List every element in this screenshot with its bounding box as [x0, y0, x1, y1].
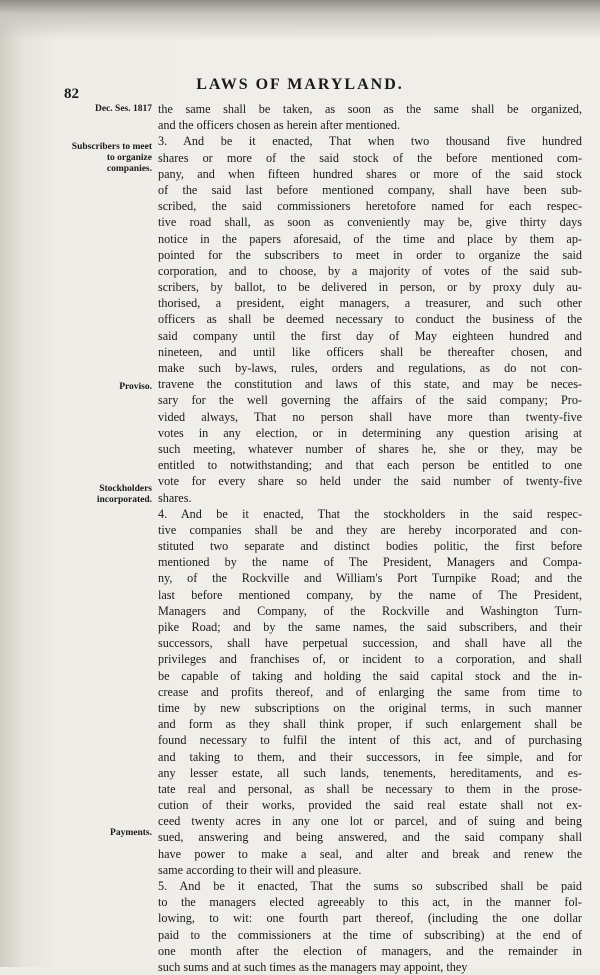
text-line: entitled to notwithstanding; and that each person be entitled to one	[158, 458, 582, 473]
text-line: travene the constitution and laws of this state, and may be neces-	[158, 377, 582, 392]
text-line: 3. And be it enacted, That when two thousand five hundred	[158, 134, 582, 149]
text-line: tate real and personal, as shall be necessary to them in the prose-	[158, 781, 582, 796]
text-line: any lesser estate, all such lands, tenements, hereditaments, and es-	[158, 765, 582, 780]
text-line: to the managers elected agreeably to this act, in the manner fol-	[158, 895, 582, 910]
text-line: and form as they shall think proper, if such enlargement shall be	[158, 717, 582, 732]
text-line: the same shall be taken, as soon as the same shall be organized,	[158, 102, 582, 116]
text-line: sary for the well governing the affairs of the said company; Pro-	[158, 393, 582, 408]
text-line: vided always, That no person shall have more than twenty-five	[158, 409, 582, 424]
text-line: crease and profits thereof, and of enlarging the same from time to	[158, 684, 582, 699]
text-line: paid to the commissioners at the time of subscribing) at the end of	[158, 927, 582, 942]
text-line: pointed for the subscribers to meet in order to organize the said	[158, 247, 582, 262]
text-line: ceed twenty acres in any one lot or parcel, and of suing and being	[158, 814, 582, 829]
text-line: ny, of the Rockville and William's Port Turnpike Road; and the	[158, 571, 582, 586]
margin-note-subscribers: Subscribers to meet to organize companies.	[71, 142, 152, 174]
text-line: and taking to them, and their successors, in fee simple, and for	[158, 749, 582, 764]
text-line: notice in the papers aforesaid, of the time and place by them ap-	[158, 231, 582, 246]
text-line: mentioned by the name of The President, Managers and Compa-	[158, 555, 582, 570]
page-number: 82	[64, 86, 79, 102]
text-line: pany, and when fifteen hundred shares or more of the said stock	[158, 166, 582, 181]
text-line: pike Road; and by the same names, the said subscribers, and their	[158, 620, 582, 634]
text-line: successors, shall have perpetual succession, and shall have all the	[158, 636, 582, 651]
text-line: shares or more of the said stock of the before mentioned com-	[158, 150, 582, 165]
text-line: nineteen, and until like officers shall be thereafter chosen, and	[158, 344, 582, 359]
text-line: cution of their works, provided the said real estate shall not ex-	[158, 798, 582, 813]
text-line: one month after the election of managers, and the remainder in	[158, 943, 582, 958]
text-line: lowing, to wit: one fourth part thereof, (including the one dollar	[158, 911, 582, 926]
text-line: have power to make a seal, and alter and break and renew the	[158, 846, 582, 861]
text-line: same according to their will and pleasure.	[158, 862, 362, 877]
text-line: such meeting, whatever number of shares he, she or they, may be	[158, 441, 582, 456]
text-line: of the said last before mentioned company, shall have been sub-	[158, 182, 582, 197]
margin-note-payments: Payments.	[110, 828, 152, 838]
text-line: found necessary to fulfil the intent of this act, and of purchasing	[158, 733, 582, 748]
text-line: votes in any election, or in determining any question arising at	[158, 425, 582, 440]
text-line: tive road shall, as soon as conveniently may be, give thirty days	[158, 215, 582, 230]
text-line: such sums and at such times as the managers may appoint, they	[158, 959, 468, 974]
text-line: 5. And be it enacted, That the sums so subscribed shall be paid	[158, 879, 582, 893]
text-line: shares.	[158, 490, 192, 505]
session-note: Dec. Ses. 1817	[95, 104, 152, 114]
body-text	[158, 101, 582, 975]
text-line: make such by-laws, rules, orders and regulations, as do not con-	[158, 361, 582, 375]
running-header: LAWS OF MARYLAND.	[196, 76, 404, 93]
text-line: last before mentioned company, by the name of The President,	[158, 587, 582, 602]
text-line: be capable of taking and holding the said capital stock and the in-	[158, 668, 582, 683]
text-line: stituted two separate and distinct bodies politic, the first before	[158, 539, 582, 554]
margin-note-stockholders: Stockholders incorporated.	[96, 484, 152, 505]
text-line: Managers and Company, of the Rockville and Washington Turn-	[158, 603, 582, 618]
margin-note-proviso: Proviso.	[119, 382, 152, 392]
text-line: scribed, the said commissioners heretofore named for each respec-	[158, 199, 582, 214]
text-line: and the officers chosen as herein after mentioned.	[158, 118, 401, 133]
text-line: time by new subscriptions on the original terms, in such manner	[158, 700, 582, 715]
text-line: corporation, and to choose, by a majority of votes of the said sub-	[158, 263, 582, 278]
text-line: thorised, a president, eight managers, a treasurer, and such other	[158, 296, 582, 311]
text-line: tive companies shall be and they are hereby incorporated and con-	[158, 522, 582, 537]
text-line: scribers, by ballot, to be delivered in person, or by proxy duly au-	[158, 280, 582, 295]
text-line: said company until the first day of May eighteen hundred and	[158, 328, 582, 343]
scan-shadow	[0, 0, 600, 40]
text-line: sued, answering and being answered, and the said company shall	[158, 830, 582, 845]
text-line: officers as shall be deemed necessary to conduct the business of the	[158, 312, 582, 327]
text-line: 4. And be it enacted, That the stockholders in the said respec-	[158, 506, 582, 521]
text-line: vote for every share so held under the said number of twenty-five	[158, 474, 582, 489]
text-line: privileges and franchises of, or incident to a corporation, and shall	[158, 652, 582, 667]
